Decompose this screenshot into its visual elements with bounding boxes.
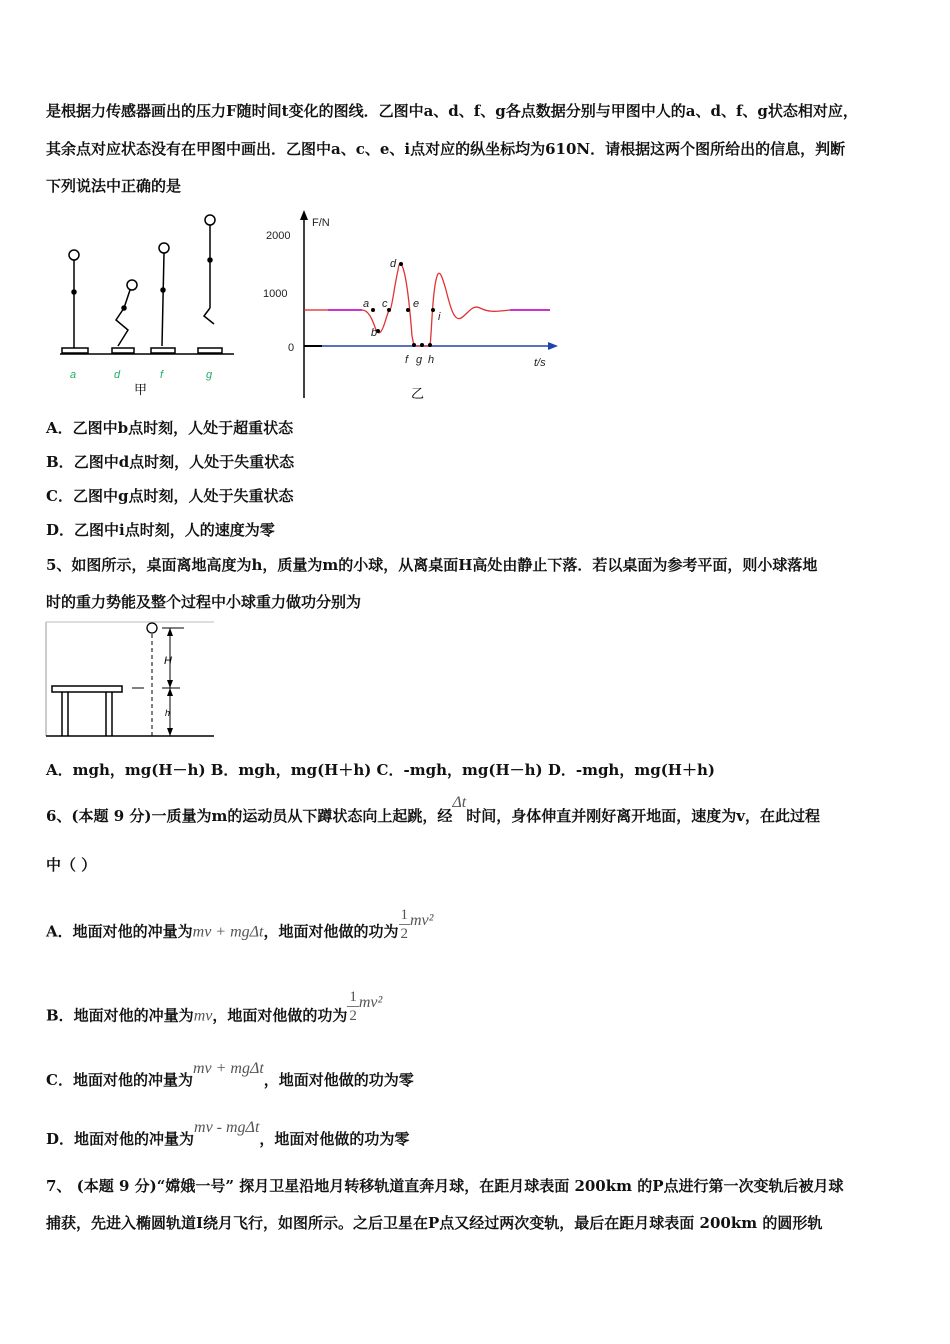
stick-figure-a (62, 250, 88, 353)
figure-yi (258, 208, 563, 404)
label-a: a (70, 369, 77, 381)
stick-figure-d (112, 280, 137, 353)
point-label-b: b (371, 327, 378, 339)
q4-option-c: C．乙图中g点时刻，人处于失重状态 (46, 487, 294, 505)
q5-options: A．mgh，mg(H－h) B．mgh，mg(H＋h) C．-mgh，mg(H－h) D．-mgh，mg(H＋h) (46, 761, 715, 779)
point-label-h: h (428, 354, 435, 366)
q5-stem-line-2: 时的重力势能及整个过程中小球重力做功分别为 (46, 593, 362, 611)
q6-stem-line-2: 中（ ） (46, 856, 97, 874)
x-axis-label: t/s (534, 357, 546, 369)
q5-stem-line-1: 5、如图所示，桌面离地高度为h，质量为m的小球，从离桌面H高处由静止下落．若以桌面为参考平面，则小球落地 (46, 556, 818, 574)
y-axis-label: F/N (312, 217, 330, 229)
q6-stem-line-1: 6、(本题 9 分)一质量为m的运动员从下蹲状态向上起跳，经Δt时间，身体伸直并刚好离开地面，速度为v，在此过程 (46, 794, 820, 825)
caption-yi: 乙 (411, 386, 425, 401)
q4-intro-line-1: 是根据力传感器画出的压力F随时间t变化的图线．乙图中a、d、f、g各点数据分别与甲图中人的a、d、f、g状态相对应， (46, 102, 858, 120)
point-label-c: c (382, 298, 388, 310)
point-label-i: i (438, 311, 441, 323)
label-f: f (160, 369, 164, 381)
point-label-a: a (363, 298, 370, 310)
y-tick-0: 0 (288, 342, 295, 354)
q4-intro-line-2: 其余点对应状态没有在甲图中画出．乙图中a、c、e、i点对应的纵坐标均为610N．请根据这两个图所给出的信息，判断 (46, 140, 846, 158)
label-h: h (165, 708, 171, 718)
stick-figure-g (198, 215, 222, 353)
label-H: H (164, 655, 172, 667)
q7-stem-line-2: 捕获，先进入椭圆轨道Ⅰ绕月飞行，如图所示。之后卫星在P点又经过两次变轨，最后在距月球表面 200km 的圆形轨 (46, 1214, 823, 1232)
q4-intro-line-3: 下列说法中正确的是 (46, 177, 182, 195)
caption-jia: 甲 (134, 382, 148, 397)
q4-option-b: B．乙图中d点时刻，人处于失重状态 (46, 453, 295, 471)
point-label-f: f (405, 354, 409, 366)
figure-jia (56, 208, 241, 400)
y-tick-2000: 2000 (266, 230, 291, 242)
q5-table-figure (44, 618, 216, 740)
point-label-e: e (413, 298, 420, 310)
point-label-g: g (416, 354, 423, 366)
label-d: d (114, 369, 121, 381)
point-label-d: d (390, 258, 397, 270)
curve-points (371, 262, 435, 347)
label-g: g (206, 369, 213, 381)
stick-figure-f (151, 243, 175, 353)
y-tick-1000: 1000 (263, 288, 288, 300)
q6-option-a: A．地面对他的冲量为mv + mgΔt，地面对他做的功为 $\frac{1}{2}$ mv² (46, 907, 434, 942)
q6-option-d: D．地面对他的冲量为mv - mgΔt，地面对他做的功为零 (46, 1119, 410, 1148)
delta-t: Δt (452, 794, 467, 811)
q4-option-d: D．乙图中i点时刻，人的速度为零 (46, 521, 275, 539)
q7-stem-line-1: 7、 (本题 9 分)“嫦娥一号” 探月卫星沿地月转移轨道直奔月球，在距月球表面 200km 的P点进行第一次变轨后被月球 (46, 1177, 844, 1195)
q6-option-c: C．地面对他的冲量为mv + mgΔt，地面对他做的功为零 (46, 1060, 414, 1089)
q6-option-b: B．地面对他的冲量为mv，地面对他做的功为 $\frac{1}{2}$ mv² (46, 989, 383, 1025)
q4-option-a: A．乙图中b点时刻，人处于超重状态 (46, 419, 294, 437)
